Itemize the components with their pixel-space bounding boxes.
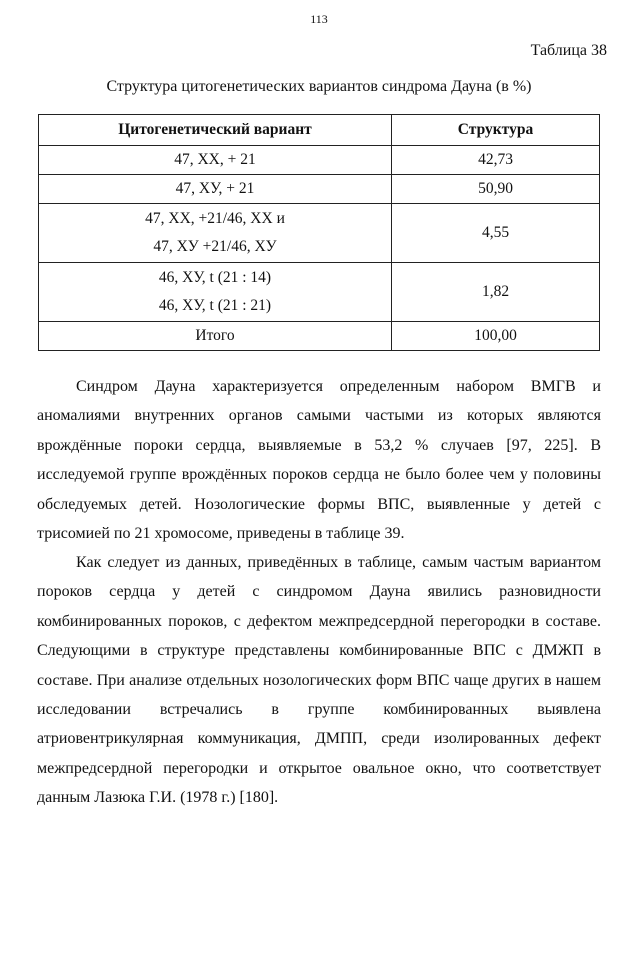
- column-header-variant: Цитогенетический вариант: [39, 115, 392, 146]
- variant-cell: [39, 146, 392, 175]
- variant-line: 47, ХХ, +21/46, ХХ и: [145, 210, 285, 227]
- table-header-row: [39, 115, 600, 146]
- table-row: [39, 263, 600, 322]
- variant-line: 47, ХУ, + 21: [175, 180, 255, 197]
- structure-value-cell: 50,90: [392, 175, 600, 204]
- structure-value-cell: 4,55: [392, 204, 600, 263]
- column-header-structure: Структура: [392, 115, 600, 146]
- structure-value-cell: 1,82: [392, 263, 600, 322]
- variant-cell: [39, 263, 392, 322]
- table-row: [39, 204, 600, 263]
- variant-line: 46, ХУ, t (21 : 14): [158, 269, 272, 286]
- variant-line: 46, ХУ, t (21 : 21): [158, 297, 272, 314]
- table-row: [39, 146, 600, 175]
- body-paragraph-2: Как следует из данных, приведённых в таблице, самым частым вариантом пороков сердца у детей с синдромом Дауна явились разновидности комбинированных пороков, с дефектом межпредсердной перегородки в составе. Следующими в структуре представлены комбинированные ВПС с ДМЖП в составе. При анализе отдельных нозологических форм ВПС чаще других в нашем исследовании встречались в группе комбинированных выявлена атриовентрикулярная коммуникация, ДМПП, среди изолированных дефект межпредсердной перегородки и открытое овальное окно, что соответствует данным Лазюка Г.И. (1978 г.) [180].: [37, 554, 601, 807]
- table-caption: Таблица 38: [530, 42, 607, 59]
- variant-cell: [39, 322, 392, 351]
- table-row: [39, 175, 600, 204]
- variant-line: 47, ХХ, + 21: [174, 151, 256, 168]
- total-label: Итого: [195, 327, 235, 344]
- body-paragraph-1: Синдром Дауна характеризуется определенным набором ВМГВ и аномалиями внутренних органов самыми частыми из которых являются врождённые пороки сердца, выявляемые в 53,2 % случаев [97, 225]. В исследуемой группе врождённых пороков сердца не было более чем у половины обследуемых детей. Нозологические формы ВПС, выявленные у детей с трисомией по 21 хромосоме, приведены в таблице 39.: [37, 378, 601, 543]
- variant-cell: [39, 204, 392, 263]
- page-number: 113: [310, 12, 328, 26]
- table-total-row: [39, 322, 600, 351]
- table-title: Структура цитогенетических вариантов синдрома Дауна (в %): [106, 78, 532, 95]
- total-value-cell: 100,00: [392, 322, 600, 351]
- cytogenetic-variants-table: [38, 114, 600, 351]
- variant-line: 47, ХУ +21/46, ХУ: [153, 238, 277, 255]
- variant-cell: [39, 175, 392, 204]
- structure-value-cell: 42,73: [392, 146, 600, 175]
